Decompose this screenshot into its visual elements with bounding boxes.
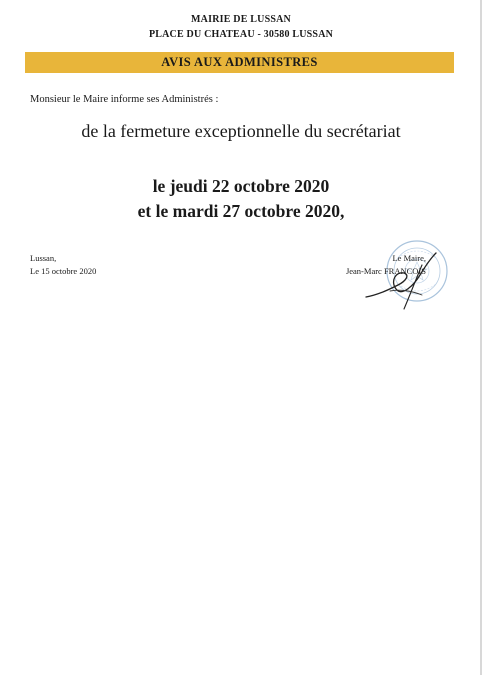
intro-text: Monsieur le Maire informe ses Administrés : bbox=[30, 94, 219, 105]
place-and-date bbox=[30, 252, 96, 278]
closure-date-1: le jeudi 22 octobre 2020 bbox=[152, 176, 330, 196]
handwritten-signature-icon bbox=[360, 245, 440, 315]
header-address: PLACE DU CHATEAU - 30580 LUSSAN bbox=[148, 29, 334, 40]
place-text: Lussan, bbox=[30, 253, 57, 263]
closure-date-2: et le mardi 27 octobre 2020, bbox=[137, 201, 345, 221]
issue-date-text: Le 15 octobre 2020 bbox=[30, 266, 97, 276]
mayor-name: Jean-Marc FRANCOIS bbox=[345, 266, 426, 276]
notice-banner: AVIS AUX ADMINISTRES bbox=[25, 52, 454, 73]
mayor-title: Le Maire, bbox=[392, 253, 426, 263]
header-town-hall-name: MAIRIE DE LUSSAN bbox=[191, 14, 291, 25]
closure-announcement: de la fermeture exceptionnelle du secrétariat bbox=[81, 121, 401, 141]
